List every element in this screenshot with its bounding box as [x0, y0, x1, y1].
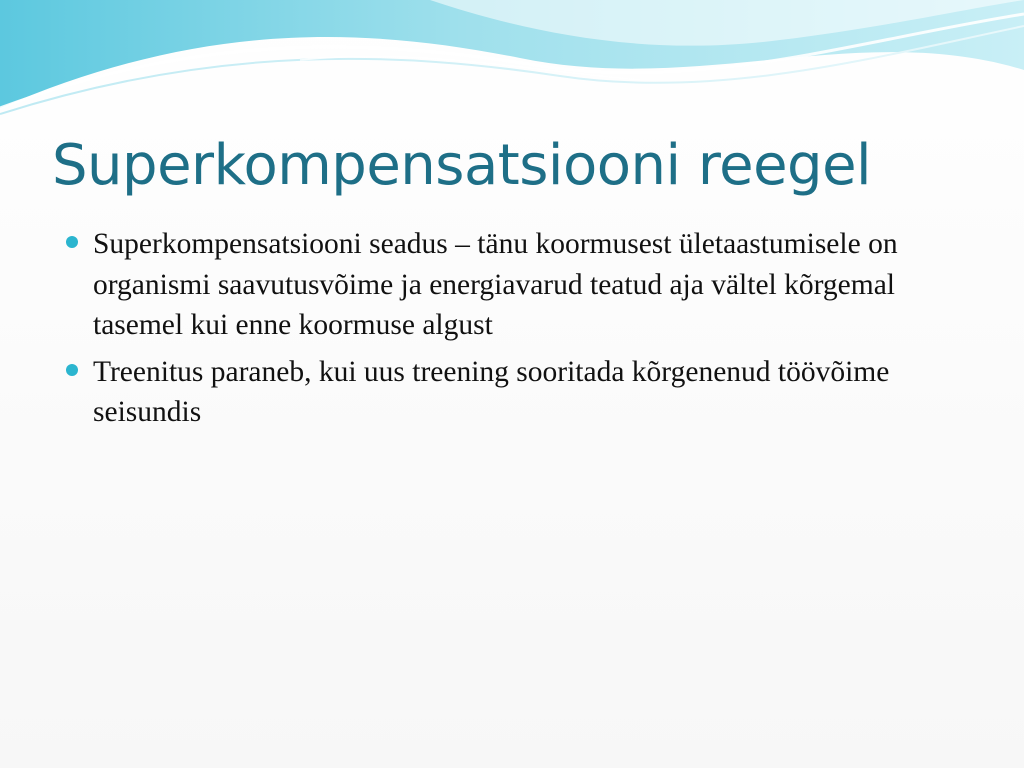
bullet-dot-icon: [66, 236, 78, 248]
bullet-item: [66, 224, 966, 346]
bullet-text: Treenitus paraneb, kui uus treening sooritada kõrgenenud töövõime seisundis: [93, 355, 890, 428]
slide-title: Superkompensatsiooni reegel: [52, 133, 872, 198]
decorative-wave-header: [0, 0, 1024, 120]
bullet-list: [66, 224, 966, 439]
bullet-item: [66, 352, 966, 433]
bullet-dot-icon: [66, 364, 78, 376]
bullet-text: Superkompensatsiooni seadus – tänu koormusest ületaastumisele on organismi saavutusvõime ja energiavarud teatud aja vältel kõrgemal tasemel kui enne koormuse algust: [93, 228, 898, 341]
